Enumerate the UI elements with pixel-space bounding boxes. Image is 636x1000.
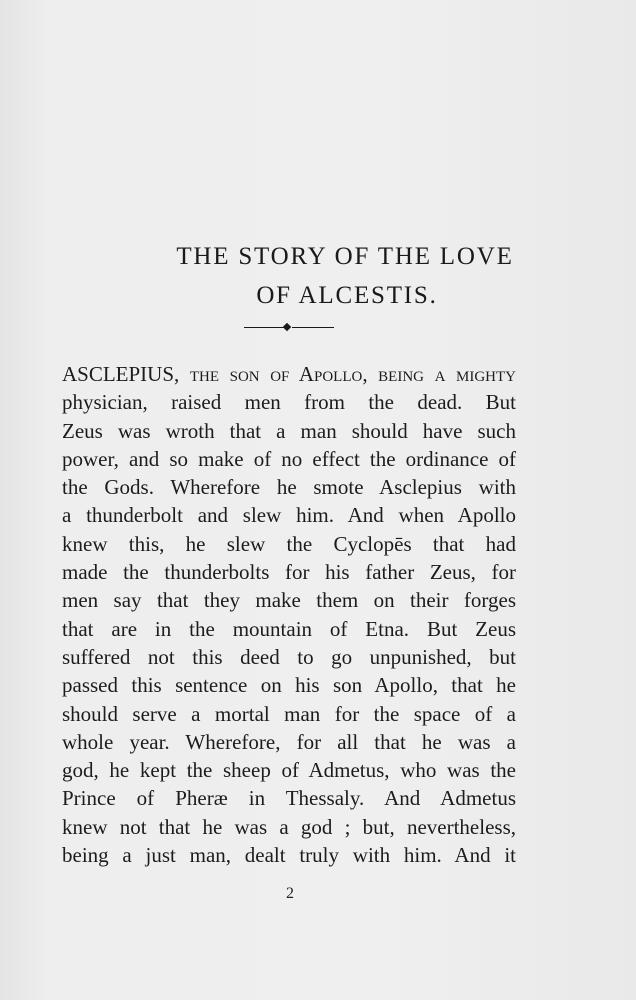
text-line: Zeus was wroth that a man should have such [62, 418, 516, 443]
text-line: physician, raised men from the dead. But [62, 390, 516, 415]
text-line: being a just man, dealt truly with him. And it [62, 843, 516, 868]
body-text [62, 360, 516, 869]
text-line: Prince of Pheræ in Thessaly. And Admetus [62, 786, 516, 811]
text-line: suffered not this deed to go unpunished, but [62, 644, 516, 669]
text-line: knew not that he was a god ; but, nevertheless, [62, 814, 516, 839]
text-line: a thunderbolt and slew him. And when Apollo [62, 503, 516, 528]
text-line: ASCLEPIUS, the son of Apollo, being a mighty [62, 362, 516, 386]
page-number: 2 [286, 885, 294, 902]
chapter-title-line-2: OF ALCESTIS. [256, 282, 438, 309]
title-ornament-rule [244, 322, 334, 332]
chapter-title-line-1: THE STORY OF THE LOVE [176, 243, 514, 270]
text-line: the Gods. Wherefore he smote Asclepius with [62, 475, 516, 500]
text-line: made the thunderbolts for his father Zeus, for [62, 560, 516, 585]
text-line: whole year. Wherefore, for all that he was a [62, 729, 516, 754]
text-line: passed this sentence on his son Apollo, that he [62, 673, 516, 698]
ornament-diamond-icon [283, 323, 291, 331]
text-line: power, and so make of no effect the ordinance of [62, 446, 516, 471]
text-line: should serve a mortal man for the space of a [62, 701, 516, 726]
text-line: knew this, he slew the Cyclopēs that had [62, 531, 516, 556]
text-line: men say that they make them on their forges [62, 588, 516, 613]
ornament-rule-left [244, 327, 284, 328]
ornament-rule-right [292, 327, 334, 328]
text-line: god, he kept the sheep of Admetus, who was the [62, 758, 516, 783]
text-line: that are in the mountain of Etna. But Zeus [62, 616, 516, 641]
